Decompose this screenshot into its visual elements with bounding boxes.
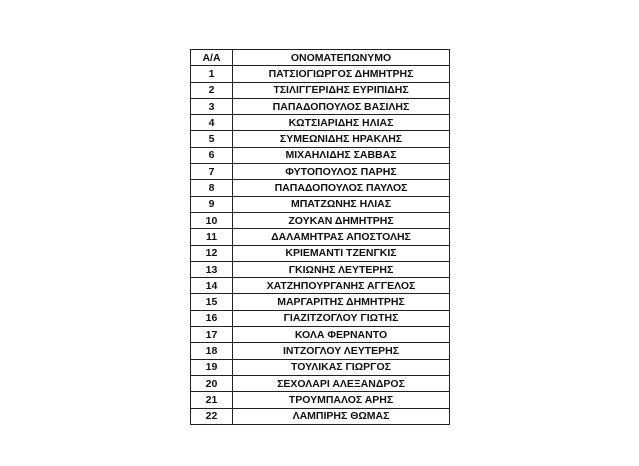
row-name-cell: ΣΕΧΟΛΑΡΙ ΑΛΕΞΑΝΔΡΟΣ (233, 375, 450, 391)
row-number-cell: 8 (191, 180, 233, 196)
roster-body (191, 66, 450, 425)
row-number-cell: 14 (191, 278, 233, 294)
table-header-row (191, 50, 450, 66)
row-number-cell: 15 (191, 294, 233, 310)
row-name-cell: ΔΑΛΑΜΗΤΡΑΣ ΑΠΟΣΤΟΛΗΣ (233, 229, 450, 245)
row-name-cell: ΚΡΙΕΜΑΝΤΙ ΤΖΕΝΓΚΙΣ (233, 245, 450, 261)
table-row (191, 392, 450, 408)
table-row (191, 212, 450, 228)
row-number-cell: 21 (191, 392, 233, 408)
row-number-cell: 10 (191, 212, 233, 228)
table-row (191, 82, 450, 98)
row-number-cell: 4 (191, 115, 233, 131)
row-name-cell: ΓΚΙΩΝΗΣ ΛΕΥΤΕΡΗΣ (233, 261, 450, 277)
row-number-cell: 12 (191, 245, 233, 261)
row-name-cell: ΠΑΠΑΔΟΠΟΥΛΟΣ ΠΑΥΛΟΣ (233, 180, 450, 196)
table-row (191, 359, 450, 375)
row-number-cell: 22 (191, 408, 233, 424)
row-name-cell: ΙΝΤΖΟΓΛΟΥ ΛΕΥΤΕΡΗΣ (233, 343, 450, 359)
table-row (191, 180, 450, 196)
table-row (191, 196, 450, 212)
row-name-cell: ΧΑΤΖΗΠΟΥΡΓΑΝΗΣ ΑΓΓΕΛΟΣ (233, 278, 450, 294)
table-row (191, 115, 450, 131)
row-name-cell: ΖΟΥΚΑΝ ΔΗΜΗΤΡΗΣ (233, 212, 450, 228)
table-row (191, 66, 450, 82)
row-name-cell: ΠΑΠΑΔΟΠΟΥΛΟΣ ΒΑΣΙΛΗΣ (233, 98, 450, 114)
row-number-cell: 9 (191, 196, 233, 212)
header-number: Α/Α (191, 50, 233, 66)
row-number-cell: 19 (191, 359, 233, 375)
table-row (191, 147, 450, 163)
row-name-cell: ΜΙΧΑΗΛΙΔΗΣ ΣΑΒΒΑΣ (233, 147, 450, 163)
row-number-cell: 20 (191, 375, 233, 391)
row-name-cell: ΚΟΛΑ ΦΕΡΝΑΝΤΟ (233, 327, 450, 343)
table-row (191, 343, 450, 359)
row-number-cell: 18 (191, 343, 233, 359)
row-name-cell: ΦΥΤΟΠΟΥΛΟΣ ΠΑΡΗΣ (233, 164, 450, 180)
table-row (191, 375, 450, 391)
table-row (191, 278, 450, 294)
row-name-cell: ΤΟΥΛΙΚΑΣ ΓΙΩΡΓΟΣ (233, 359, 450, 375)
row-name-cell: ΓΙΑΖΙΤΖΟΓΛΟΥ ΓΙΩΤΗΣ (233, 310, 450, 326)
row-number-cell: 17 (191, 327, 233, 343)
table-row (191, 164, 450, 180)
row-number-cell: 7 (191, 164, 233, 180)
row-number-cell: 16 (191, 310, 233, 326)
table-row (191, 245, 450, 261)
row-name-cell: ΚΩΤΣΙΑΡΙΔΗΣ ΗΛΙΑΣ (233, 115, 450, 131)
table-row (191, 408, 450, 424)
table-row (191, 327, 450, 343)
row-name-cell: ΤΡΟΥΜΠΑΛΟΣ ΑΡΗΣ (233, 392, 450, 408)
table-row (191, 294, 450, 310)
row-name-cell: ΜΠΑΤΖΩΝΗΣ ΗΛΙΑΣ (233, 196, 450, 212)
row-number-cell: 5 (191, 131, 233, 147)
row-number-cell: 6 (191, 147, 233, 163)
table-row (191, 261, 450, 277)
row-name-cell: ΜΑΡΓΑΡΙΤΗΣ ΔΗΜΗΤΡΗΣ (233, 294, 450, 310)
row-number-cell: 2 (191, 82, 233, 98)
row-number-cell: 11 (191, 229, 233, 245)
row-number-cell: 13 (191, 261, 233, 277)
row-name-cell: ΤΣΙΛΙΓΓΕΡΙΔΗΣ ΕΥΡΙΠΙΔΗΣ (233, 82, 450, 98)
row-name-cell: ΛΑΜΠΙΡΗΣ ΘΩΜΑΣ (233, 408, 450, 424)
table-row (191, 229, 450, 245)
table-row (191, 98, 450, 114)
table-row (191, 131, 450, 147)
row-number-cell: 1 (191, 66, 233, 82)
header-name: ΟΝΟΜΑΤΕΠΩΝΥΜΟ (233, 50, 450, 66)
roster-table (190, 49, 450, 425)
row-number-cell: 3 (191, 98, 233, 114)
table-row (191, 310, 450, 326)
row-name-cell: ΣΥΜΕΩΝΙΔΗΣ ΗΡΑΚΛΗΣ (233, 131, 450, 147)
row-name-cell: ΠΑΤΣΙΟΓΙΩΡΓΟΣ ΔΗΜΗΤΡΗΣ (233, 66, 450, 82)
